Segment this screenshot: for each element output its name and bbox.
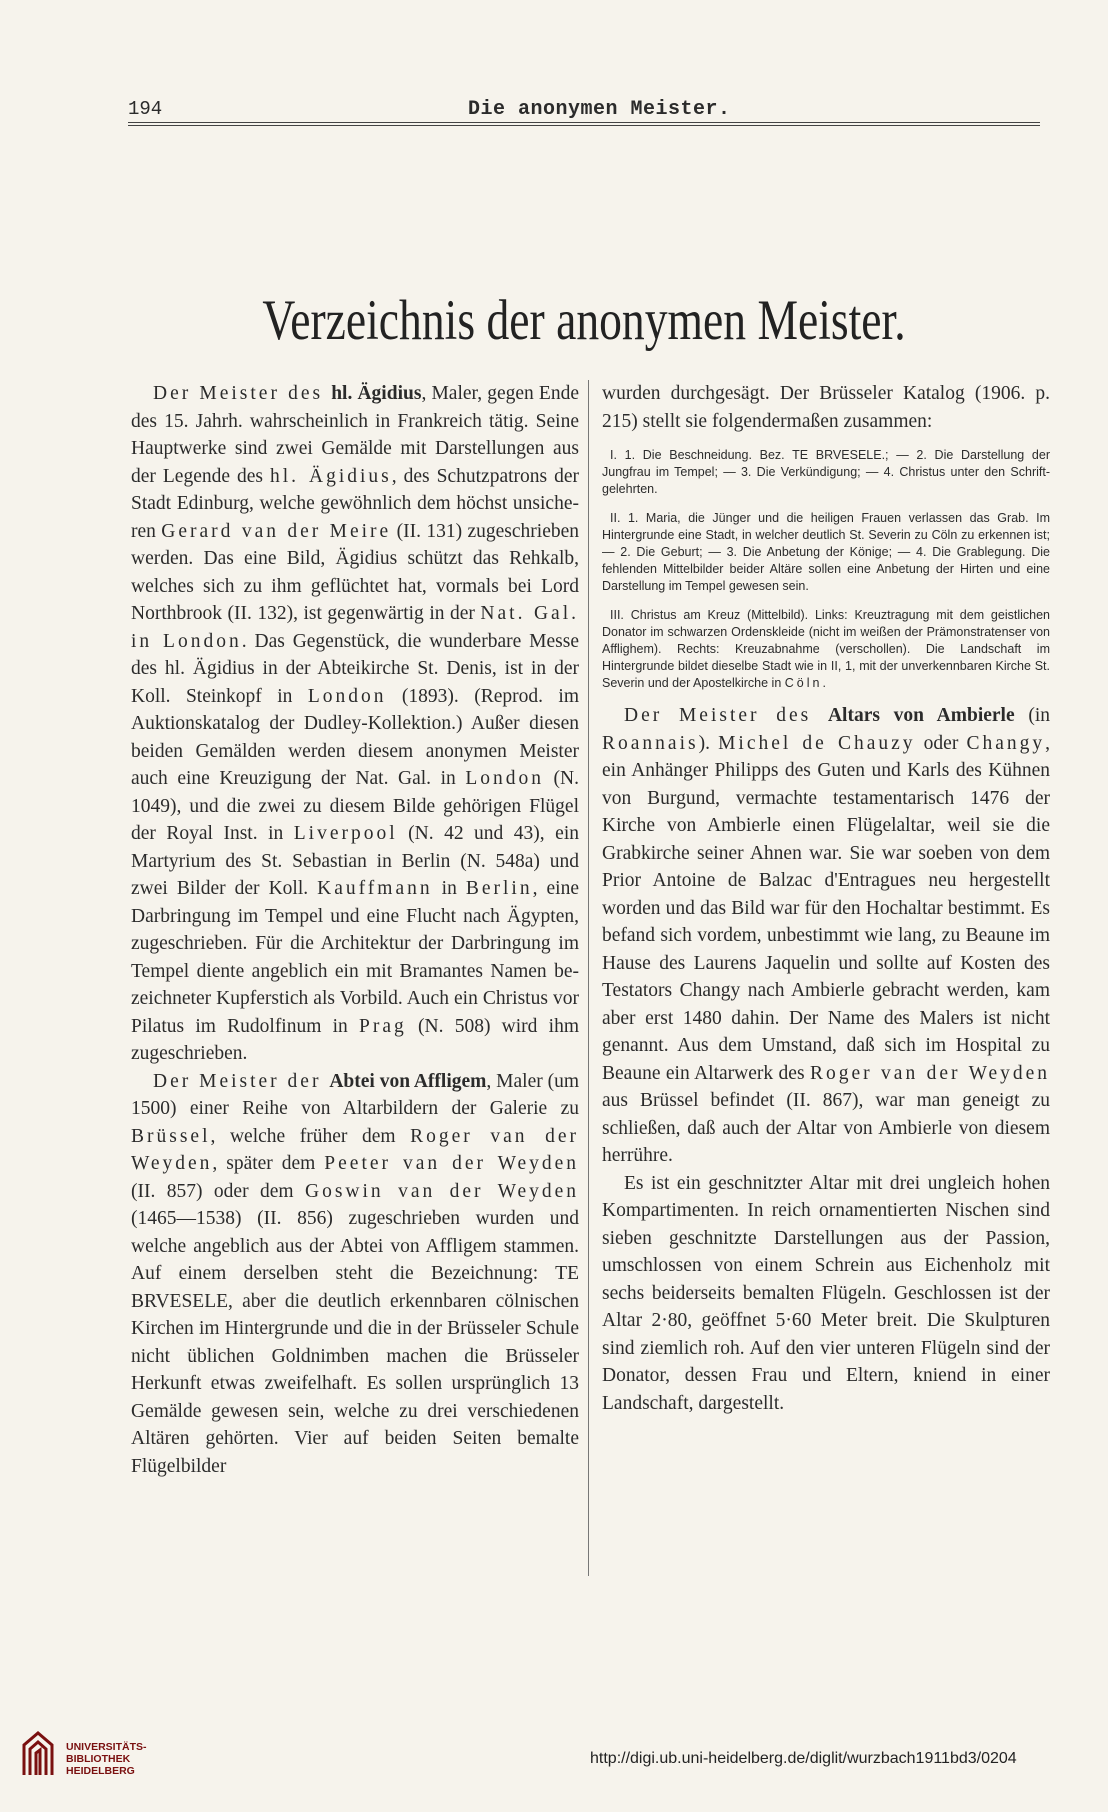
entry-text: , eine Darbringung im Tempel und eine Flucht nach Ägypten, zugeschrieben. Für die Architektur der Darbringung im Tempel diente angeblich ein mit Bramantes Namen bezeichneter Kupferstich als Vorbild. Auch ein Christus vor Pilatus im Rudolfinum in	[131, 878, 580, 1037]
entry-heading: Altars von Ambierle	[827, 705, 1015, 726]
entry-heading: Abtei von Affligem	[329, 1070, 487, 1092]
catalog-group-1: I. 1. Die Beschneidung. Bez. TE BRVESELE.; — 2. Die Darstellung der Jungfrau im Tempel; — 3. Die Verkündigung; — 4. Christus unter den Schriftgelehrten.	[602, 448, 1050, 496]
library-name-line: HEIDELBERG	[66, 1765, 135, 1777]
entry-text: . Das Gegenstück, die wunderbare Messe des hl. Ägidius in der Abteikirche St. Denis, ist in der Koll. Steinkopf in	[131, 630, 579, 707]
spaced-name: Changy	[966, 732, 1046, 754]
spaced-name: Roger van der Weyden	[131, 1125, 579, 1174]
entry-text: (1465—1538) (II. 856) zugeschrieben wurden und welche angeblich aus der Abtei von Affligem stammen. Auf einem derselben steht die Bezeichnung: TE BRVESELE, aber die deutlich erkennbaren cölnischen Kirchen im Hintergrunde und die in der Brüsseler Schule nicht üblichen Goldnimben machen die Brüsseler Herkunft etwas zweifelhaft. Es sollen ursprünglich 13 Gemälde gewesen sein, welche zu drei verschiedenen Altären gehörten. Vier auf beiden Seiten bemalte Flügelbilder	[131, 1208, 579, 1477]
entry-text: oder	[915, 732, 967, 754]
library-name-line: BIBLIOTHEK	[66, 1753, 131, 1765]
catalog-text: III. Christus am Kreuz (Mittelbild). Links: Kreuztragung mit dem geistlichen Donator im schwarzen Ordenskleide (nicht im weißen der Prämonstratenser von Afflighem). Rechts: Kreuzabnahme (verschollen). Die Landschaft im Hintergrunde bildet dieselbe Stadt wie in II, 1, mit der unverkennbaren Kirche St. Severin und der Apostelkirche in	[602, 608, 1050, 690]
spaced-name: Roger van der Weyden	[809, 1062, 1051, 1084]
header-rule-bottom	[128, 125, 1040, 126]
spaced-name: hl. Ägidius	[269, 465, 392, 487]
entry-text: (N. 508) wird ihm zugeschrieben.	[131, 1015, 579, 1064]
entry-text: aus Brüssel befindet (II. 867), war man geneigt zu schließen, daß auch der Altar von Ambierle von diesem herrühre.	[602, 1090, 1050, 1166]
entry-afflighem	[131, 1068, 579, 1481]
spaced-name: Gerard van der Meire	[161, 520, 392, 542]
source-url[interactable]: http://digi.ub.uni-heidelberg.de/diglit/wurzbach1911bd3/0204	[590, 1750, 1017, 1767]
spaced-name: Brüssel	[131, 1125, 211, 1147]
entry-text: , des Schutzpatrons der Stadt Edinburg, welche gewöhnlich dem höchst unsicheren	[131, 465, 579, 542]
entry-text: (N. 1049), und die zwei zu diesem Bilde gehörigen Flügel der Royal Inst. in	[131, 768, 580, 844]
entry-lead: Der Meister der	[153, 1070, 330, 1092]
library-logo-icon	[18, 1725, 62, 1781]
entry-text: , Maler, gegen Ende des 15. Jahrh. wahrscheinlich in Frankreich tätig. Seine Hauptwerke sind zwei Gemälde mit Darstellungen aus der Legende des	[131, 383, 580, 487]
spaced-name: Goswin van der Weyden	[304, 1180, 579, 1202]
right-column	[602, 380, 1050, 1417]
entry-aegidius	[131, 380, 579, 1068]
spaced-name: London	[465, 768, 544, 789]
spaced-name: Kauffmann	[317, 878, 433, 899]
spaced-name: Nat. Gal. in London	[131, 603, 579, 652]
column-divider	[588, 380, 589, 1576]
entry-text: (II. 857) oder dem	[131, 1180, 305, 1202]
entry-lead: Der Meister des	[153, 383, 332, 404]
library-name-line: UNIVERSITÄTS-	[66, 1741, 147, 1753]
entry-ambierle-description: Es ist ein geschnitzter Altar mit drei ungleich hohen Kompartimenten. In reich ornamentierten Nischen sind sieben geschnitzte Darstellungen aus der Passion, umschlossen von einem Schrein aus Eichenholz mit sechs beiderseits bemalten Flügeln. Geschlossen ist der Altar 2·80, geöffnet 5·60 Meter breit. Die Skulpturen sind ziemlich roh. Auf den vier unteren Flügeln sind der Donator, dessen Frau und Eltern, kniend in einer Landschaft, dargestellt.	[602, 1172, 1050, 1414]
spaced-name: Berlin	[465, 878, 533, 899]
spaced-name: London	[307, 685, 387, 707]
entry-text: ).	[698, 732, 719, 754]
entry-text: , welche früher dem	[210, 1125, 411, 1147]
entry-text: in	[432, 878, 466, 899]
catalog-text: .	[822, 676, 826, 690]
entry-text: (1893). (Reprod. im Auktionskatalog der Dudley-Kollektion.) Außer diesen beiden Gemälden werden diesem anonymen Meister auch eine Kreuzigung der Nat. Gal. in	[131, 685, 579, 789]
page-number: 194	[128, 98, 163, 120]
entry-ambierle	[602, 702, 1050, 1170]
entry-text: , ein Anhänger Philipps des Guten und Karls des Kühnen von Burgund, vermachte testamentarisch 1476 der Kirche von Ambierle einen Flügelaltar, weil sie die Grabkirche seiner Ahnen war. Sie war soeben von dem Prior Antoine de Balzac d'Entragues neu hergestellt worden und das Bild war für den Hochaltar bestimmt. Es befand sich vordem, unbestimmt wie lang, zu Beaune im Hause des Laurens Jaquelin und sollte auf Kosten des Testators Changy nach Ambierle gebracht werden, kam aber erst 1480 dahin. Der Name des Malers ist nicht genannt. Aus dem Umstand, daß sich im Hospital zu Beaune ein Altarwerk des	[602, 732, 1050, 1084]
catalog-group-3	[602, 607, 1050, 692]
library-name	[66, 1741, 147, 1777]
spaced-name: Prag	[359, 1015, 407, 1037]
spaced-name: Roannais	[602, 732, 699, 754]
running-head: Die anonymen Meister.	[468, 98, 731, 121]
spaced-name: Peeter van der Weyden	[324, 1153, 579, 1174]
entry-heading: hl. Ägidius	[331, 383, 422, 404]
entry-lead: Der Meister des	[624, 705, 828, 726]
entry-text: , Maler (um 1500) einer Reihe von Altarbildern der Galerie zu	[131, 1070, 580, 1119]
spaced-name: Michel de Chauzy	[718, 732, 916, 754]
entry-afflighem-continued: wurden durchgesägt. Der Brüsseler Katalog (1906. p. 215) stellt sie folgendermaßen zusammen:	[602, 383, 1050, 432]
left-column	[131, 380, 579, 1480]
entry-text: (N. 42 und 43), ein Martyrium des St. Sebastian in Berlin (N. 548a) und zwei Bilder der Koll.	[131, 823, 579, 899]
spaced-name: Liverpool	[293, 823, 398, 844]
header-rule-top	[128, 122, 1040, 123]
catalog-group-2: II. 1. Maria, die Jünger und die heiligen Frauen verlassen das Grab. Im Hintergrunde eine Stadt, in welcher deutlich St. Severin zu Cöln zu erkennen ist; — 2. Die Geburt; — 3. Die Anbetung der Könige; — 4. Die Grablegung. Die fehlenden Mittelbilder beider Altäre sollen eine Anbetung der Hirten und eine Darstellung im Tempel gewesen sein.	[602, 511, 1050, 593]
spaced-name: Cöln	[784, 676, 823, 690]
entry-text: (in	[1014, 705, 1051, 726]
entry-text: , später dem	[212, 1153, 325, 1174]
entry-text: (II. 131) zugeschrieben werden. Das eine Bild, Ägidius schützt das Rehkalb, welches sich zu ihm geflüchtet hat, vormals bei Lord Northbrook (II. 132), ist gegenwärtig in der	[131, 520, 580, 624]
page-title: Verzeichnis der anonymen Meister.	[262, 289, 906, 352]
